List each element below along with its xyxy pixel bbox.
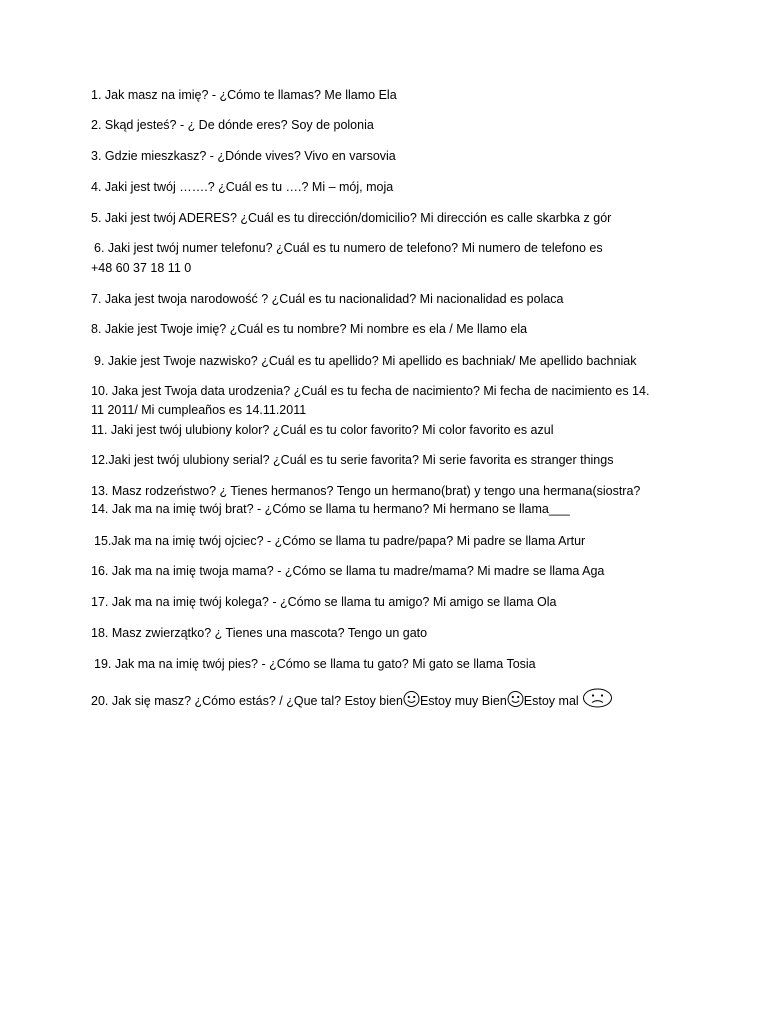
line-8: 8. Jakie jest Twoje imię? ¿Cuál es tu nombre? Mi nombre es ela / Me llamo ela (91, 322, 528, 336)
line-1: 1. Jak masz na imię? - ¿Cómo te llamas? Me llamo Ela (91, 88, 397, 102)
line-9: 9. Jakie jest Twoje nazwisko? ¿Cuál es tu apellido? Mi apellido es bachniak/ Me apellido bachniak (94, 354, 637, 368)
line-20-part-1: 20. Jak się masz? ¿Cómo estás? / ¿Que tal? Estoy bien (91, 694, 403, 708)
line-14: 14. Jak ma na imię twój brat? - ¿Cómo se llama tu hermano? Mi hermano se llama___ (91, 502, 570, 516)
line-11: 11. Jaki jest twój ulubiony kolor? ¿Cuál es tu color favorito? Mi color favorito es azul (91, 423, 554, 437)
line-10-continued: 11 2011/ Mi cumpleaños es 14.11.2011 (91, 403, 307, 417)
line-17: 17. Jak ma na imię twój kolega? - ¿Cómo se llama tu amigo? Mi amigo se llama Ola (91, 595, 557, 609)
smiley-happy-icon (403, 690, 420, 712)
line-3: 3. Gdzie mieszkasz? - ¿Dónde vives? Vivo en varsovia (91, 149, 396, 163)
smiley-happy-icon-2 (507, 690, 524, 712)
line-6-continued: +48 60 37 18 11 0 (91, 261, 192, 275)
line-10: 10. Jaka jest Twoja data urodzenia? ¿Cuál es tu fecha de nacimiento? Mi fecha de nacimiento es 14. (91, 384, 650, 398)
line-6: 6. Jaki jest twój numer telefonu? ¿Cuál es tu numero de telefono? Mi numero de telefono es (94, 241, 603, 255)
line-15: 15.Jak ma na imię twój ojciec? - ¿Cómo se llama tu padre/papa? Mi padre se llama Artur (94, 534, 586, 548)
line-20 (91, 688, 691, 712)
line-7: 7. Jaka jest twoja narodowość ? ¿Cuál es tu nacionalidad? Mi nacionalidad es polaca (91, 292, 564, 306)
line-13: 13. Masz rodzeństwo? ¿ Tienes hermanos? Tengo un hermano(brat) y tengo una hermana(siostra? (91, 484, 641, 498)
line-20-part-3: Estoy mal (523, 694, 579, 708)
line-18: 18. Masz zwierzątko? ¿ Tienes una mascota? Tengo un gato (91, 626, 428, 640)
line-5: 5. Jaki jest twój ADERES? ¿Cuál es tu dirección/domicilio? Mi dirección es calle skarbka z gór (91, 211, 612, 225)
line-19: 19. Jak ma na imię twój pies? - ¿Cómo se llama tu gato? Mi gato se llama Tosia (94, 657, 536, 671)
smiley-sad-icon (582, 688, 613, 712)
line-20-part-2: Estoy muy Bien (419, 694, 507, 708)
line-2: 2. Skąd jesteś? - ¿ De dónde eres? Soy de polonia (91, 118, 374, 132)
line-16: 16. Jak ma na imię twoja mama? - ¿Cómo se llama tu madre/mama? Mi madre se llama Aga (91, 564, 605, 578)
line-4: 4. Jaki jest twój …….? ¿Cuál es tu ….? Mi – mój, moja (91, 180, 394, 194)
line-12: 12.Jaki jest twój ulubiony serial? ¿Cuál es tu serie favorita? Mi serie favorita es stranger things (91, 453, 614, 467)
